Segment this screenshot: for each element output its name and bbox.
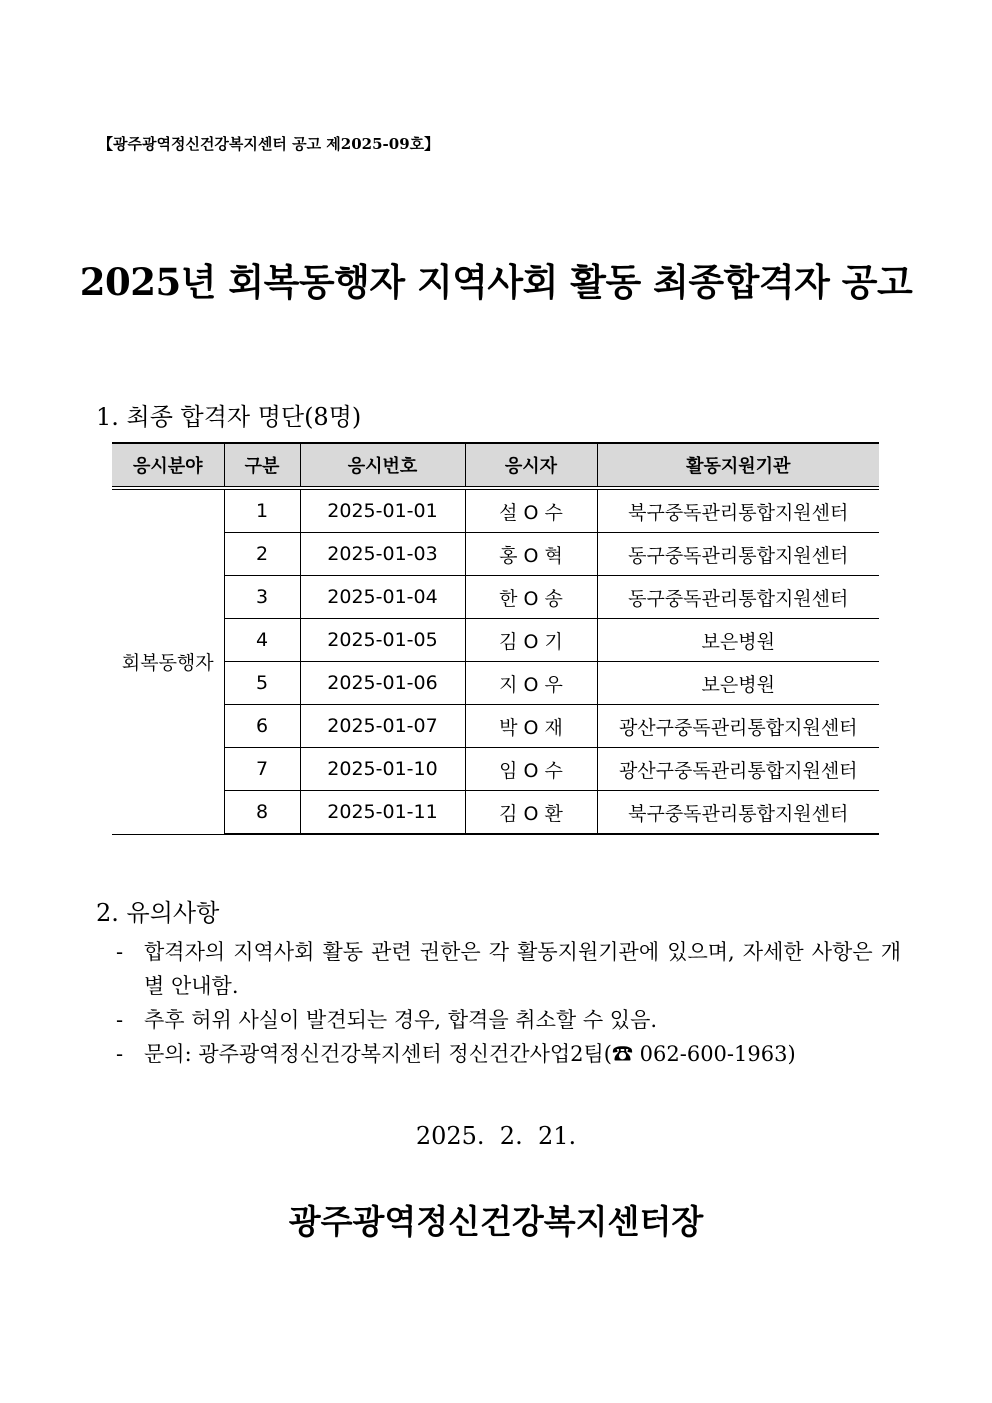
- row-org: 동구중독관리통합지원센터: [597, 533, 879, 576]
- row-id: 2025-01-06: [300, 662, 465, 705]
- row-org: 광산구중독관리통합지원센터: [597, 705, 879, 748]
- row-no: 6: [224, 705, 300, 748]
- row-name: 김 O 기: [465, 619, 597, 662]
- table-header-row: [112, 443, 879, 488]
- notes-list: [116, 935, 901, 1071]
- row-name: 박 O 재: [465, 705, 597, 748]
- col-header-field: 응시분야: [112, 443, 224, 488]
- col-header-id: 응시번호: [300, 443, 465, 488]
- row-name: 임 O 수: [465, 748, 597, 791]
- list-item: [116, 935, 901, 1003]
- row-org: 보은병원: [597, 619, 879, 662]
- section-heading-roster: 1. 최종 합격자 명단(8명): [96, 403, 362, 431]
- row-no: 8: [224, 791, 300, 835]
- row-no: 5: [224, 662, 300, 705]
- bullet-dash: -: [116, 1042, 124, 1066]
- table-row: [112, 576, 879, 619]
- row-name: 한 O 송: [465, 576, 597, 619]
- signature-issuer: 광주광역정신건강복지센터장: [288, 1202, 704, 1241]
- row-org: 광산구중독관리통합지원센터: [597, 748, 879, 791]
- row-name: 김 O 환: [465, 791, 597, 835]
- roster-table: [112, 442, 879, 835]
- row-org: 보은병원: [597, 662, 879, 705]
- note-text: 문의: 광주광역정신건강복지센터 정신건간사업2팀(☎ 062-600-1963): [144, 1042, 796, 1066]
- row-no: 1: [224, 488, 300, 533]
- table-row: [112, 533, 879, 576]
- list-item: [116, 1003, 901, 1037]
- row-id: 2025-01-04: [300, 576, 465, 619]
- row-id: 2025-01-11: [300, 791, 465, 835]
- table-row: [112, 662, 879, 705]
- row-no: 3: [224, 576, 300, 619]
- notice-number: 【광주광역정신건강복지센터 공고 제2025-09호】: [98, 135, 440, 153]
- bullet-dash: -: [116, 940, 124, 964]
- field-cell: 회복동행자: [112, 488, 224, 834]
- row-name: 홍 O 혁: [465, 533, 597, 576]
- row-no: 7: [224, 748, 300, 791]
- table-row: [112, 748, 879, 791]
- row-id: 2025-01-01: [300, 488, 465, 533]
- bullet-dash: -: [116, 1008, 124, 1032]
- row-id: 2025-01-10: [300, 748, 465, 791]
- col-header-no: 구분: [224, 443, 300, 488]
- note-text: 합격자의 지역사회 활동 관련 권한은 각 활동지원기관에 있으며, 자세한 사항은 개별 안내함.: [144, 940, 901, 998]
- row-org: 북구중독관리통합지원센터: [597, 791, 879, 835]
- table-row: [112, 705, 879, 748]
- row-org: 북구중독관리통합지원센터: [597, 488, 879, 533]
- row-id: 2025-01-03: [300, 533, 465, 576]
- row-no: 4: [224, 619, 300, 662]
- table-row: [112, 619, 879, 662]
- notice-date: 2025. 2. 21.: [415, 1122, 577, 1150]
- note-text: 추후 허위 사실이 발견되는 경우, 합격을 취소할 수 있음.: [144, 1008, 658, 1032]
- list-item: [116, 1037, 901, 1071]
- col-header-org: 활동지원기관: [597, 443, 879, 488]
- row-org: 동구중독관리통합지원센터: [597, 576, 879, 619]
- col-header-name: 응시자: [465, 443, 597, 488]
- table-row: [112, 488, 879, 533]
- page-title: 2025년 회복동행자 지역사회 활동 최종합격자 공고: [79, 260, 913, 304]
- row-name: 지 O 우: [465, 662, 597, 705]
- table-row: [112, 791, 879, 835]
- row-id: 2025-01-05: [300, 619, 465, 662]
- row-id: 2025-01-07: [300, 705, 465, 748]
- row-name: 설 O 수: [465, 488, 597, 533]
- row-no: 2: [224, 533, 300, 576]
- section-heading-notes: 2. 유의사항: [96, 899, 220, 927]
